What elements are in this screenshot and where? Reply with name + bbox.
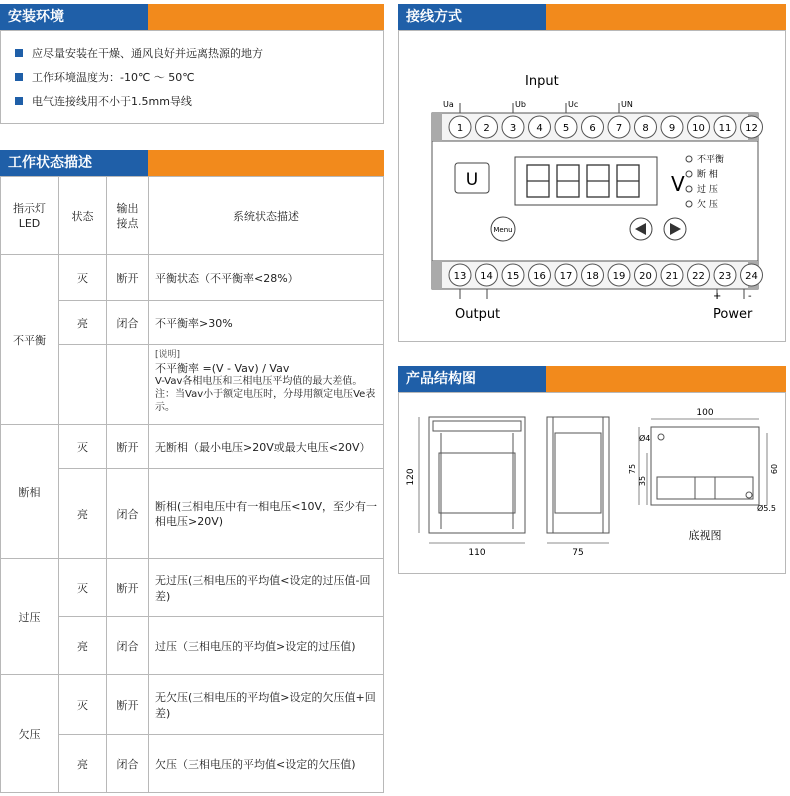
dim-100: 100: [696, 408, 714, 418]
header-led: 指示灯 LED: [1, 177, 59, 255]
install-header: [0, 4, 384, 30]
phase-ub: Ub: [515, 100, 526, 109]
state-cell: 灭: [59, 675, 107, 735]
output-cell: 闭合: [107, 469, 149, 559]
wiring-title: 接线方式: [398, 4, 546, 30]
state-cell: 灭: [59, 425, 107, 469]
unit-v-label: V: [671, 172, 685, 196]
terminal-number: 22: [692, 271, 705, 282]
bottom-view-caption: 底视图: [688, 529, 722, 542]
terminal-number: 23: [718, 271, 732, 282]
terminal-number: 5: [562, 123, 570, 134]
output-cell: 断开: [107, 675, 149, 735]
wiring-header: [398, 4, 786, 30]
front-view: [429, 417, 525, 533]
side-view: [547, 417, 609, 533]
install-item: 电气连接线用不小于1.5mm导线: [15, 93, 192, 109]
note-formula: 不平衡率 =(V - Vav) / Vav: [155, 362, 290, 375]
terminal-number: 9: [668, 123, 676, 134]
desc-cell: 过压（三相电压的平均值>设定的过压值): [149, 617, 384, 675]
status-header-bar: [148, 150, 384, 176]
group-phase-loss: 断相: [1, 425, 59, 559]
square-bullet-icon: [15, 73, 23, 81]
led-label-overvoltage: 过 压: [697, 185, 718, 195]
state-cell: 亮: [59, 301, 107, 345]
terminal-number: 18: [586, 271, 599, 282]
group-overvoltage: 过压: [1, 559, 59, 675]
phase-uc: Uc: [568, 100, 579, 109]
state-cell: 灭: [59, 255, 107, 301]
desc-cell: 平衡状态（不平衡率<28%）: [149, 255, 384, 301]
group-unbalance: 不平衡: [1, 255, 59, 425]
dim-hole-4: Ø4: [639, 434, 651, 443]
terminal-number: 8: [642, 123, 649, 134]
desc-cell: 欠压（三相电压的平均值<设定的欠压值): [149, 735, 384, 793]
state-cell: 亮: [59, 469, 107, 559]
table-row: [1, 255, 384, 301]
terminal-number: 24: [745, 271, 758, 282]
table-header-row: [1, 177, 384, 255]
terminal-number: 3: [509, 123, 517, 134]
state-cell: 亮: [59, 617, 107, 675]
dim-110: 110: [468, 548, 486, 558]
install-box: [0, 30, 384, 124]
terminal-number: 6: [589, 123, 596, 134]
note-line1: V-Vav各相电压和三相电压平均值的最大差值。: [155, 376, 363, 387]
dim-75-side: 75: [572, 548, 584, 558]
input-label: Input: [525, 74, 559, 89]
wiring-diagram: [399, 31, 785, 341]
minus-sign: -: [748, 291, 752, 302]
state-cell: 亮: [59, 735, 107, 793]
strip-end-left-bottom: [432, 261, 442, 289]
phase-ua: Ua: [443, 100, 454, 109]
structure-drawing: [399, 393, 785, 573]
strip-end-left: [432, 113, 442, 141]
terminal-number: 14: [480, 271, 493, 282]
plus-sign: +: [713, 291, 722, 302]
table-row: [1, 735, 384, 793]
unit-box-label: U: [465, 170, 479, 190]
desc-cell: 无过压(三相电压的平均值<设定的过压值-回差): [149, 559, 384, 617]
structure-header-bar: [546, 366, 786, 392]
square-bullet-icon: [15, 49, 23, 57]
table-row: [1, 345, 384, 425]
dim-hole-5-5: Ø5.5: [757, 504, 777, 513]
desc-cell: 无断相（最小电压>20V或最大电压<20V）: [149, 425, 384, 469]
desc-cell: 无欠压(三相电压的平均值>设定的欠压值+回差): [149, 675, 384, 735]
terminal-number: 2: [483, 123, 490, 134]
install-title: 安装环境: [0, 4, 148, 30]
menu-button-label: Menu: [493, 226, 513, 234]
output-cell: 闭合: [107, 617, 149, 675]
lead-lines: [460, 289, 744, 299]
structure-title: 产品结构图: [398, 366, 546, 392]
led-label-unbalance: 不平衡: [697, 155, 725, 165]
wiring-header-bar: [546, 4, 786, 30]
table-row: [1, 469, 384, 559]
square-bullet-icon: [15, 97, 23, 105]
phase-un: UN: [621, 100, 633, 109]
state-cell: 灭: [59, 559, 107, 617]
output-cell: 断开: [107, 559, 149, 617]
terminal-number: 11: [718, 123, 732, 134]
terminal-number: 12: [745, 123, 758, 134]
empty-cell: [107, 345, 149, 425]
output-label: Output: [455, 307, 501, 322]
status-table: [0, 176, 384, 793]
dim-120: 120: [406, 468, 416, 486]
terminal-number: 16: [533, 271, 546, 282]
install-item: 应尽量安装在干燥、通风良好并远离热源的地方: [15, 45, 263, 61]
terminal-number: 1: [456, 123, 464, 134]
output-cell: 闭合: [107, 301, 149, 345]
table-row: [1, 675, 384, 735]
front-dims: [419, 417, 525, 543]
output-cell: 断开: [107, 255, 149, 301]
terminal-number: 19: [612, 271, 626, 282]
terminal-number: 20: [639, 271, 652, 282]
wiring-box: [398, 30, 786, 342]
table-row: [1, 301, 384, 345]
bottom-view: [651, 427, 759, 505]
dim-60: 60: [770, 463, 779, 475]
note-label: [说明]: [155, 350, 181, 360]
output-cell: 断开: [107, 425, 149, 469]
terminal-number: 13: [453, 271, 467, 282]
header-state: 状态: [59, 177, 107, 255]
dim-75: 75: [628, 463, 637, 475]
terminal-number: 21: [665, 271, 679, 282]
power-label: Power: [713, 307, 753, 322]
table-row: [1, 559, 384, 617]
phase-markers: [460, 103, 619, 113]
led-label-phase-loss: 断 相: [697, 170, 718, 180]
header-desc: 系统状态描述: [149, 177, 384, 255]
terminal-number: 10: [692, 123, 705, 134]
terminal-number: 7: [615, 123, 623, 134]
terminal-number: 4: [536, 123, 543, 134]
desc-cell: 断相(三相电压中有一相电压<10V，至少有一相电压>20V): [149, 469, 384, 559]
status-title: 工作状态描述: [0, 150, 148, 176]
led-label-undervoltage: 欠 压: [697, 200, 718, 210]
note-cell: [149, 345, 384, 425]
empty-cell: [59, 345, 107, 425]
note-line2: 注：当Vav小于额定电压时，分母用额定电压Ve表示。: [155, 389, 376, 413]
header-output: 输出 接点: [107, 177, 149, 255]
install-item: 工作环境温度为：-10℃ ～ 50℃: [15, 69, 195, 85]
table-row: [1, 425, 384, 469]
dim-35: 35: [638, 475, 647, 487]
terminal-number: 15: [506, 271, 520, 282]
structure-box: [398, 392, 786, 574]
structure-header: [398, 366, 786, 392]
install-header-bar: [148, 4, 384, 30]
terminal-number: 17: [559, 271, 573, 282]
output-cell: 闭合: [107, 735, 149, 793]
table-row: [1, 617, 384, 675]
desc-cell: 不平衡率>30%: [149, 301, 384, 345]
group-undervoltage: 欠压: [1, 675, 59, 793]
status-header: [0, 150, 384, 176]
